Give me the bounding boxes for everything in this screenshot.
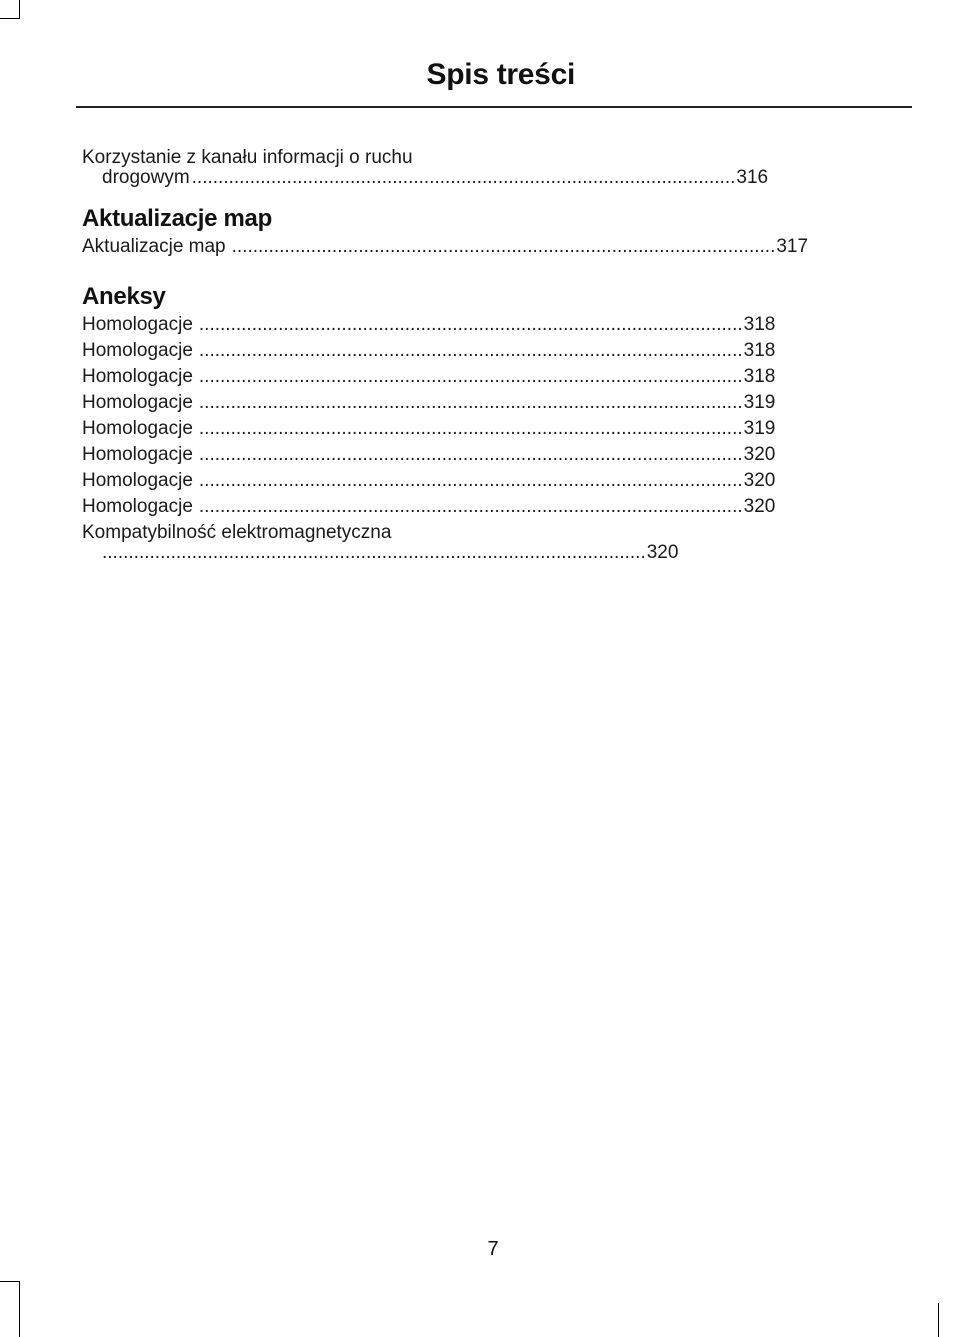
- page-title: Spis treści: [426, 58, 575, 91]
- leader-dots: .......................................................................................................: [231, 236, 776, 257]
- leader-dots: .......................................................................................................: [198, 392, 743, 413]
- toc-entry-label: Homologacje: [82, 366, 193, 387]
- leader-dots: .......................................................................................................: [102, 542, 646, 563]
- toc-entry-label: Homologacje: [82, 470, 193, 491]
- section-heading-appendices: Aneksy: [82, 283, 166, 310]
- toc-entry-page: 318: [743, 366, 776, 387]
- crop-mark-top-left-vertical: [19, 0, 20, 18]
- crop-mark-bottom-left-horizontal: [0, 1281, 20, 1282]
- toc-entry-page: 320: [743, 444, 776, 465]
- leader-dots: .......................................................................................................: [198, 470, 743, 491]
- toc-entry-label: Homologacje: [82, 418, 193, 439]
- leader-dots: .......................................................................................................: [198, 366, 743, 387]
- toc-entry[interactable]: [82, 338, 776, 364]
- toc-entry-label: Homologacje: [82, 496, 193, 517]
- toc-entry-continuation: [82, 167, 769, 188]
- toc-entry-label: Aktualizacje map: [82, 236, 226, 257]
- toc-entry-emc[interactable]: [82, 522, 679, 563]
- toc-entry[interactable]: [82, 364, 776, 390]
- toc-entry[interactable]: [82, 442, 776, 468]
- toc-entry-label: Homologacje: [82, 340, 193, 361]
- leader-dots: .......................................................................................................: [191, 167, 736, 188]
- table-of-contents: [82, 147, 809, 563]
- toc-entry-traffic-info[interactable]: [82, 147, 769, 188]
- toc-entry[interactable]: [82, 390, 776, 416]
- crop-mark-bottom-right-vertical: [938, 1303, 939, 1337]
- toc-entry-page: 320: [743, 470, 776, 491]
- crop-mark-bottom-left-vertical: [19, 1281, 20, 1337]
- toc-entry-page: 318: [743, 314, 776, 335]
- toc-entry-page: 318: [743, 340, 776, 361]
- toc-entry-page: 320: [743, 496, 776, 517]
- toc-entry-page: 316: [736, 167, 769, 188]
- leader-dots: .......................................................................................................: [198, 418, 743, 439]
- leader-dots: .......................................................................................................: [198, 444, 743, 465]
- toc-entry-label: Kompatybilność elektromagnetyczna: [82, 522, 392, 543]
- toc-entry-page: 319: [743, 418, 776, 439]
- leader-dots: .......................................................................................................: [198, 496, 743, 517]
- title-divider: [76, 106, 912, 108]
- toc-entry-page: 317: [776, 236, 809, 257]
- toc-entry-label: Homologacje: [82, 314, 193, 335]
- toc-entry[interactable]: [82, 468, 776, 494]
- crop-mark-top-left-horizontal: [0, 18, 20, 19]
- leader-dots: .......................................................................................................: [198, 314, 743, 335]
- toc-entry-page: 320: [646, 542, 679, 563]
- leader-dots: .......................................................................................................: [198, 340, 743, 361]
- toc-entry-label: Homologacje: [82, 444, 193, 465]
- toc-entry-label: Homologacje: [82, 392, 193, 413]
- toc-entry-continuation: [82, 542, 679, 563]
- toc-entry-label: Korzystanie z kanału informacji o ruchu: [82, 147, 413, 168]
- toc-entry[interactable]: [82, 416, 776, 442]
- toc-entry[interactable]: [82, 494, 776, 520]
- page-number: 7: [487, 1238, 499, 1260]
- toc-entry[interactable]: [82, 234, 809, 260]
- toc-entry-page: 319: [743, 392, 776, 413]
- toc-entry[interactable]: [82, 312, 776, 338]
- toc-entry-label-continued: drogowym: [102, 167, 190, 188]
- section-heading-map-updates: Aktualizacje map: [82, 205, 272, 232]
